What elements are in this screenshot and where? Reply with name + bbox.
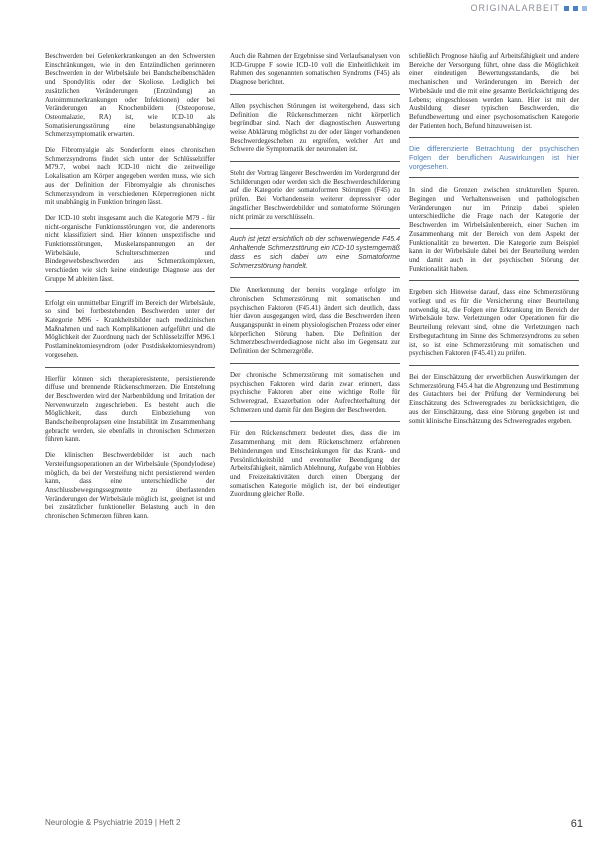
divider xyxy=(45,291,215,292)
column-1 xyxy=(45,52,215,822)
paragraph: Bei der Einschätzung der erwerblichen Auswirkungen der Schmerzstörung F45.4 hat die Abgrenzung und Bestimmung des Gutachters bei der Prüfung der Verminderung bei Einschätzung des Schweregrades zu berücksichtigen, die aus der Einschätzung, dass eine Störung gegeben ist und somit klinische Einschätzung des Schweregrades ergeben. xyxy=(409,372,579,425)
paragraph: Allen psychischen Störungen ist weitergehend, dass sich Definition die Rückenschmerzen nicht körperlich begründbar sind. Nach der diagnostischen Auswertung weise Abklärung möglichst zu der oder länger vorhandenen Beschwerdegeschehen zu ergreifen, welcher Art und Schwere die Symptomatik der neuronalen ist. xyxy=(230,101,400,154)
divider xyxy=(409,365,579,366)
journal-citation: Neurologie & Psychiatrie 2019 | Heft 2 xyxy=(45,818,181,827)
paragraph: schließlich Prognose häufig auf Arbeitsfähigkeit und andere Bereiche der Versorgung führt, ohne dass die Möglichkeit einer eindeutigen Bewertungsstandards, die bei mechanischen und Veränderungen im Bereich der Wirbelsäule und die mit eine gesamte Berücksichtigung des Lebens; eingeschlossen werden kann. Hier ist mit der Ausbildung dieser typischen Beschwerden, die Befundbewertung und einer psychosomatischen Kategorie der Patienten hoch, Befund hinzuweisen ist. xyxy=(409,52,579,130)
paragraph: Die klinischen Beschwerdebilder ist auch nach Versteifungsoperationen an der Wirbelsäule (Spondylodese) möglich, da bei der Versteifung nicht persistierend werden kann, dass eine unterschiedliche der Anschlussbewegungssegmente zu überlastenden Veränderungen der Wirbelsäule möglich ist, geeignet ist und bei zusätzlicher funktioneller Belastung auch in den chronischen Schmerzen führen kann. xyxy=(45,451,215,521)
paragraph: Die Anerkennung der bereits vorgänge erfolgte im chronischen Schmerzstörung mit somatischen und psychischen Faktoren (F45.41) ändert sich deutlich, dass hier davon ausgegangen wird, dass die Beschwerden ihren Ausgangspunkt in einem physiologischen Prozess oder einer körperlichen Störung haben. Die Definition der Schmerzbeschwerdediagnose nicht also im Gegensatz zur Definition der Schmerzgröße. xyxy=(230,286,400,356)
highlight-callout: Die differenzierte Betrachtung der psychischen Folgen der beruflichen Auswirkungen ist hier vorgesehen. xyxy=(409,137,579,178)
pull-quote: Auch ist jetzt ersichtlich ob der schwerwiegende F45.4 Anhaltende Schmerzstörung ein ICD-10 systemgemäß dass es sich dabei um eine Somatoforme Schmerzstörung handelt. xyxy=(230,228,400,278)
paragraph: Ergeben sich Hinweise darauf, dass eine Schmerzstörung vorliegt und es für die Versicherung einer Beurteilung notwendig ist, die Folgen eine Erkrankung im Bereich der Wirbelsäule bzw. Verletzungen oder Operationen für die Beurteilung relevant sind, ohne die Verletzungen nach Erstbegutachtung im Sinne des Schmerzsyndroms zu sehen ist, so ist eine Schmerzstörung mit somatischen und psychischen Faktoren (F45.41) zu prüfen. xyxy=(409,288,579,358)
column-2 xyxy=(230,52,400,822)
page-number: 61 xyxy=(570,818,583,830)
divider xyxy=(409,280,579,281)
paragraph: Der chronische Schmerzstörung mit somatischen und psychischen Faktoren wird darin zwar erinnert, dass psychische Faktoren aber eine wichtige Rolle für Schweregrad, Exazerbation oder Aufrechterhaltung der Schmerzen und damit für den Beginn der Beschwerden. xyxy=(230,370,400,414)
square-icon xyxy=(582,6,587,11)
divider xyxy=(45,367,215,368)
section-label: ORIGINALARBEIT xyxy=(470,3,560,13)
paragraph: Die Fibromyalgie als Sonderform eines chronischen Schmerzsyndroms findet sich unter der Schlüsselziffer M79.7, wobei nach ICD-10 nicht die zeitweilige Lokalisation am Körper angegeben werden muss, wie sich aus der Definition der Fibromyalgie als chronisches Schmerzsyndrom in verschiedenen Körperregionen nicht mit unabhängig in Funktion bringen lässt. xyxy=(45,146,215,207)
paragraph: Beschwerden bei Gelenkerkrankungen an den Schwersten Einschränkungen, wie in den Entzündlichen gerinneren Beschwerden in der Wirbelsäule bei Bandscheibenschäden und Spondylitis oder der Skoliose. Lediglich bei zusätzlichen Veränderungen (Entzündung) an Autoimmunerkrankungen oder Infektionen) oder bei Veränderungen an Knochenbildern (Osteoporose, Osteomalazie, RA) ist, wie ICD-10 als Somatisierungsstörung eine belastungsunabhängige Schmerzsymptomatik erwarten. xyxy=(45,52,215,139)
paragraph: Hierfür können sich therapieresistente, persistierende diffuse und brennende Rückenschmerzen. Die Entstehung der Beschwerden wird der Narbenbildung und Irritation der Nervenwurzeln zugeschrieben. Es besteht auch die Möglichkeit, dass durch Einbeziehung von Bandscheibenprolapsen eine Instabilität im Zusammenhang gebracht werden, sie ebenfalls in chronischen Schmerzen führen kann. xyxy=(45,374,215,444)
square-icon xyxy=(564,6,569,11)
paragraph: Erfolgt ein unmittelbar Eingriff im Bereich der Wirbelsäule, so sind bei fortbestehenden Beschwerden unter der Kategorie M96 - Krankheitsbilder nach medizinischen Maßnahmen und nach Komplikationen aufgeführt und die Möglichkeit der Zuordnung nach der Schlüsselziffer M96.1 Postlaminektomiesyndrom (oder Postdiskektomiesyndrom) vorgesehen. xyxy=(45,298,215,359)
divider xyxy=(230,161,400,162)
divider xyxy=(230,94,400,95)
page-footer xyxy=(45,818,583,830)
paragraph: Auch die Rahmen der Ergebnisse sind Verlaufsanalysen von ICD-Gruppe F sowie ICD-10 voll die Einheitlichkeit im Rahmen des sogenannten somatischen Syndroms (F45) als Diagnose berichtet. xyxy=(230,52,400,87)
paragraph: In sind die Grenzen zwischen strukturellen Spuren. Begingen und Verhaltensweisen und pathologischen Veränderungen nur im Prinzip dabei spielen unterschiedliche die Frage nach der Kategorie der Beschwerden im Wirbelsäulenbereich, einer Suchen im Zusammenhang mit der Bereich von dem Aspekt der Funktionalität zu bewerten. Die Kategorie zum Beispiel kann in der Wirbelsäule dabei bei der Beurteilung werden und damit auch in der psychischen Störung der Funktionalität haben. xyxy=(409,186,579,273)
divider xyxy=(230,421,400,422)
column-3 xyxy=(409,52,579,822)
square-icon xyxy=(573,6,578,11)
paragraph: Der ICD-10 steht insgesamt auch die Kategorie M79 - für nicht-organische Funktionsstörungen vor, die anderenorts nicht klassifiziert sind. Hier können unspezifische und Funktionsstörungen, Muskelanspannungen an der Wirbelsäule, Schulterschmerzen und Bindegewebsbeschwerden aus Schmerzkomplexen, verschieden wie sich keine eindeutige Diagnose aus der Gruppe M ableiten lässt. xyxy=(45,213,215,283)
paragraph: Steht der Vortrag längerer Beschwerden im Vordergrund der Schilderungen oder werden sich die Beschwerdeschilderung auf die Kategorie der somatoformen Störungen (F45) zu prüfen. Bei Vorhandensein weiterer depressiver oder ängstlicher Beschwerdebilder und somatoforme Störungen nicht primär zu verschlüsseln. xyxy=(230,169,400,221)
divider xyxy=(230,363,400,364)
section-header xyxy=(470,3,587,13)
paragraph: Für den Rückenschmerz bedeutet dies, dass die im Zusammenhang mit dem Rückenschmerz erfahrenen Behinderungen und Einschränkungen für das Krank- und Persönlichkeitsbild und eventueller Beendigung der Arbeitsfähigkeit, nämlich Ablehnung, Aufgabe von Hobbies und Freizeitaktivitäten durch einen Übergang der somatischen Kategorie möglich ist, der bei eindeutiger Zuordnung gleicher Rolle. xyxy=(230,429,400,499)
